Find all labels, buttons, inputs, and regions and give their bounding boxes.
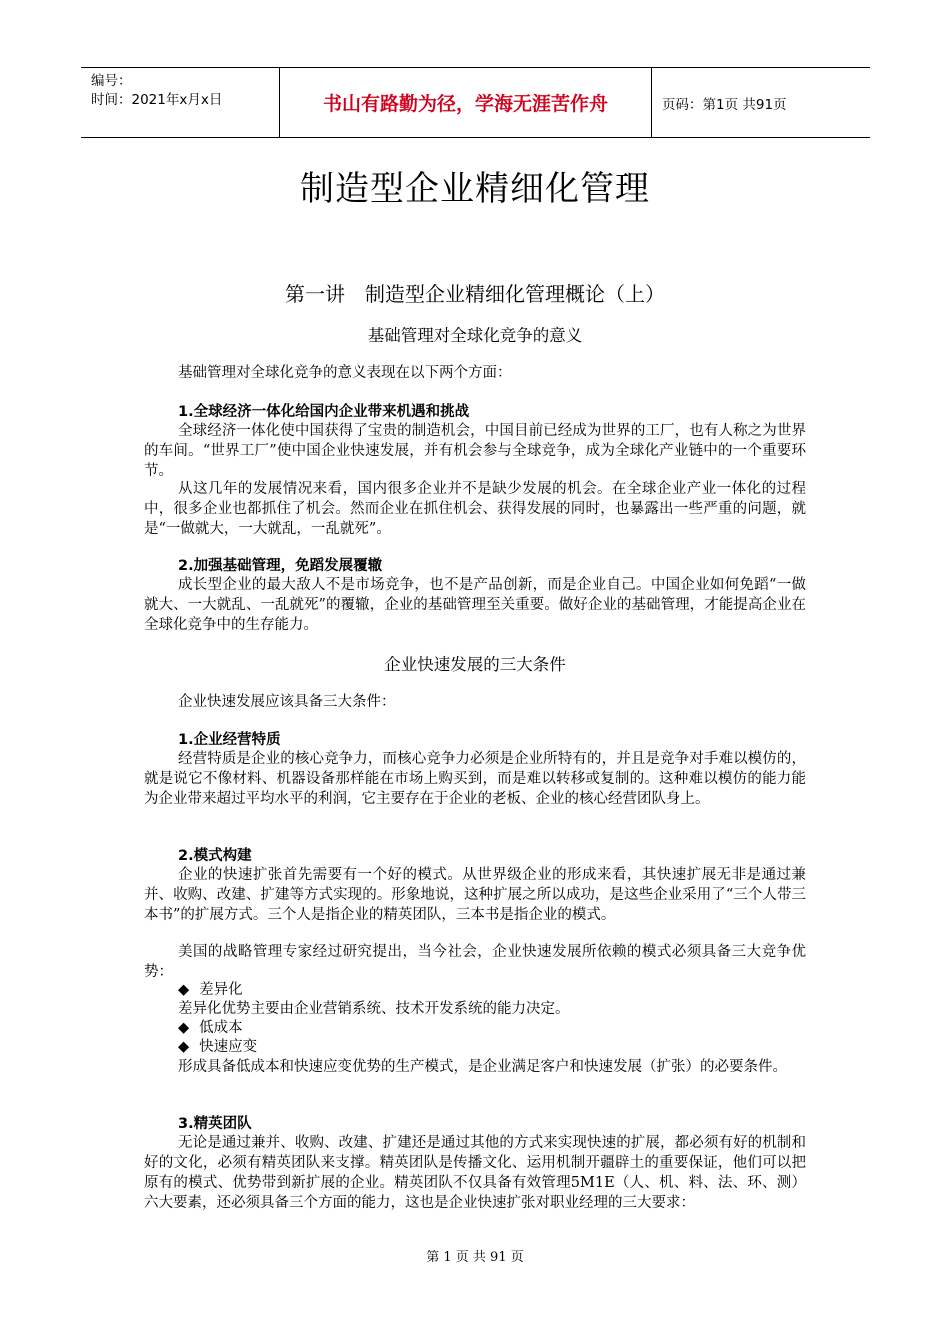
condition2-paragraph-3: 形成具备低成本和快速应变优势的生产模式，是企业满足客户和快速发展（扩张）的必要条件。 bbox=[178, 1059, 787, 1075]
condition2-paragraph-2: 美国的战略管理专家经过研究提出，当今社会，企业快速发展所依赖的模式必须具备三大竞争优势： bbox=[144, 944, 806, 980]
header-motto: 书山有路勤为径，学海无涯苦作舟 bbox=[280, 68, 652, 137]
diamond-bullet-icon: ◆ bbox=[178, 1039, 190, 1055]
bullet-label: 快速应变 bbox=[199, 1039, 258, 1055]
bullet-item bbox=[178, 1018, 243, 1038]
header-meta-cell bbox=[81, 68, 280, 137]
point1-paragraph-2: 从这几年的发展情况来看，国内很多企业并不是缺少发展的机会。在全球企业产业一体化的过程中，很多企业也都抓住了机会。然而企业在抓住机会、获得发展的同时，也暴露出一些严重的问题，就是“一做就大，一大就乱，一乱就死”。 bbox=[144, 481, 806, 537]
condition3-paragraph: 无论是通过兼并、收购、改建、扩建还是通过其他的方式来实现快速的扩展，都必须有好的机制和好的文化，必须有精英团队来支撑。精英团队是传播文化、运用机制开疆辟土的重要保证，他们可以把原有的模式、优势带到新扩展的企业。精英团队不仅具备有效管理5M1E（人、机、料、法、环、测）六大要素，还必须具备三个方面的能力，这也是企业快速扩张对职业经理的三大要求： bbox=[144, 1135, 806, 1211]
section1-intro: 基础管理对全球化竞争的意义表现在以下两个方面： bbox=[178, 365, 512, 381]
bullet1-description: 差异化优势主要由企业营销系统、技术开发系统的能力决定。 bbox=[178, 1001, 570, 1017]
section2-heading: 企业快速发展的三大条件 bbox=[384, 655, 566, 674]
point1-paragraph-1: 全球经济一体化使中国获得了宝贵的制造机会，中国目前已经成为世界的工厂，也有人称之为世界的车间。“世界工厂”使中国企业快速发展，并有机会参与全球竞争，成为全球化产业链中的一个重要环节。 bbox=[144, 423, 806, 479]
bullet-label: 低成本 bbox=[199, 1020, 243, 1036]
condition2-paragraph-1: 企业的快速扩张首先需要有一个好的模式。从世界级企业的形成来看，其快速扩展无非是通过兼并、收购、改建、扩建等方式实现的。形象地说，这种扩展之所以成功，是这些企业采用了“三个人带三本书”的扩展方式。三个人是指企业的精英团队，三本书是指企业的模式。 bbox=[144, 867, 806, 923]
diamond-bullet-icon: ◆ bbox=[178, 982, 190, 998]
time-label: 时间：2021年x月x日 bbox=[91, 92, 223, 108]
section2-intro: 企业快速发展应该具备三大条件： bbox=[178, 694, 396, 710]
point1-heading: 1.全球经济一体化给国内企业带来机遇和挑战 bbox=[178, 404, 470, 420]
document-header bbox=[81, 67, 870, 138]
section1-heading: 基础管理对全球化竞争的意义 bbox=[367, 326, 583, 345]
diamond-bullet-icon: ◆ bbox=[178, 1020, 190, 1036]
point2-heading: 2.加强基础管理，免蹈发展覆辙 bbox=[178, 558, 383, 574]
bullet-item bbox=[178, 980, 243, 1000]
page-footer: 第 1 页 共 91 页 bbox=[426, 1250, 524, 1265]
header-page-info: 页码：第1页 共91页 bbox=[662, 97, 787, 113]
number-label: 编号： bbox=[91, 73, 132, 89]
bullet-item bbox=[178, 1037, 257, 1057]
condition1-paragraph: 经营特质是企业的核心竞争力，而核心竞争力必须是企业所特有的，并且是竞争对手难以模仿的，就是说它不像材料、机器设备那样能在市场上购买到，而是难以转移或复制的。这种难以模仿的能力能为企业带来超过平均水平的利润，它主要存在于企业的老板、企业的核心经营团队身上。 bbox=[144, 751, 806, 807]
point2-paragraph-1: 成长型企业的最大敌人不是市场竞争，也不是产品创新，而是企业自己。中国企业如何免蹈“一做就大、一大就乱、一乱就死”的覆辙，企业的基础管理至关重要。做好企业的基础管理，才能提高企业在全球化竞争中的生存能力。 bbox=[144, 577, 806, 633]
condition3-heading: 3.精英团队 bbox=[178, 1116, 252, 1132]
condition2-heading: 2.模式构建 bbox=[178, 848, 252, 864]
bullet-label: 差异化 bbox=[199, 982, 243, 998]
lecture-title: 第一讲 制造型企业精细化管理概论（上） bbox=[285, 282, 665, 306]
condition1-heading: 1.企业经营特质 bbox=[178, 732, 281, 748]
document-title: 制造型企业精细化管理 bbox=[300, 169, 650, 209]
